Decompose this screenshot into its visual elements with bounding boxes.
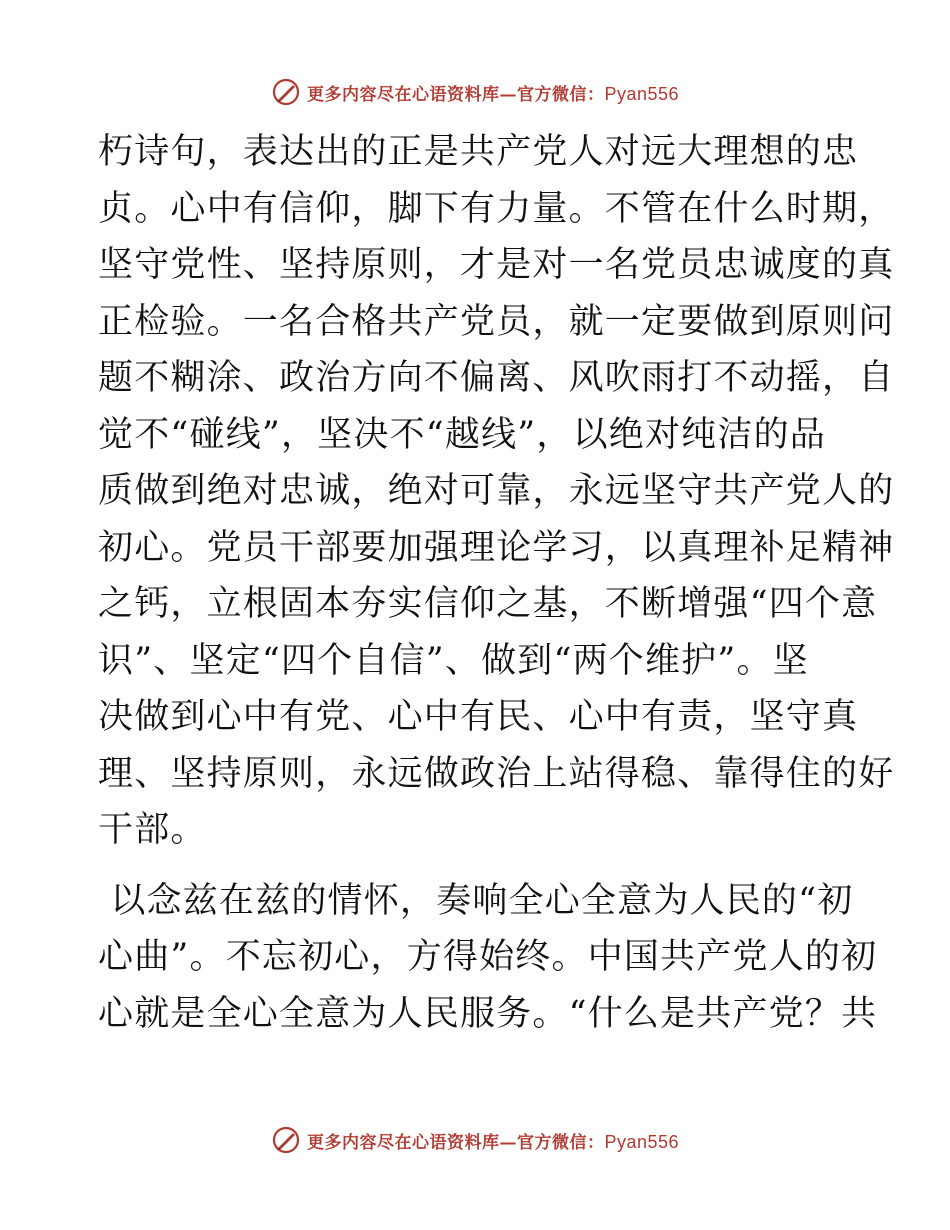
quill-pen-logo-icon: [271, 77, 301, 107]
paragraph-1: [98, 124, 895, 859]
text-line: 觉不“碰线”，坚决不“越线”，以绝对纯洁的品: [98, 414, 826, 455]
text-line: 决做到心中有党、心中有民、心中有责，坚守真: [98, 697, 859, 737]
text-line: 心曲”。不忘初心，方得始终。中国共产党人的初: [98, 937, 878, 977]
quill-pen-logo-icon: [271, 1125, 301, 1155]
watermark-text: [307, 80, 679, 105]
watermark-text: [307, 1128, 679, 1153]
text-line: 初心。党员干部要加强理论学习，以真理补足精神: [98, 527, 895, 568]
text-line: 坚守党性、坚持原则，才是对一名党员忠诚度的真: [98, 245, 895, 285]
header-watermark: [0, 72, 950, 112]
text-line: 理、坚持原则，永远做政治上站得稳、靠得住的好: [98, 753, 895, 794]
document-body: [98, 124, 895, 1042]
footer-watermark: [0, 1120, 950, 1160]
text-line: 心就是全心全意为人民服务。“什么是共产党？共: [98, 993, 878, 1034]
text-line: 之钙，立根固本夯实信仰之基，不断增强“四个意: [98, 584, 878, 624]
watermark-main-text: 更多内容尽在心语资料库—官方微信：: [306, 1132, 605, 1153]
text-line: 以念兹在兹的情怀，奏响全心全意为人民的“初: [98, 880, 854, 921]
paragraph-2: [98, 873, 878, 1043]
text-line: 题不糊涂、政治方向不偏离、风吹雨打不动摇，自: [98, 358, 895, 398]
text-line: 干部。: [98, 810, 207, 850]
text-line: 贞。心中有信仰，脚下有力量。不管在什么时期，: [98, 188, 895, 229]
text-line: 识”、坚定“四个自信”、做到“两个维护”。坚: [98, 640, 809, 681]
watermark-account-id: Pyan556: [604, 83, 680, 104]
watermark-main-text: 更多内容尽在心语资料库—官方微信：: [306, 84, 605, 105]
text-line: 朽诗句，表达出的正是共产党人对远大理想的忠: [98, 132, 859, 172]
text-line: 正检验。一名合格共产党员，就一定要做到原则问: [98, 301, 895, 342]
watermark-account-id: Pyan556: [604, 1131, 680, 1152]
text-line: 质做到绝对忠诚，绝对可靠，永远坚守共产党人的: [98, 471, 895, 511]
